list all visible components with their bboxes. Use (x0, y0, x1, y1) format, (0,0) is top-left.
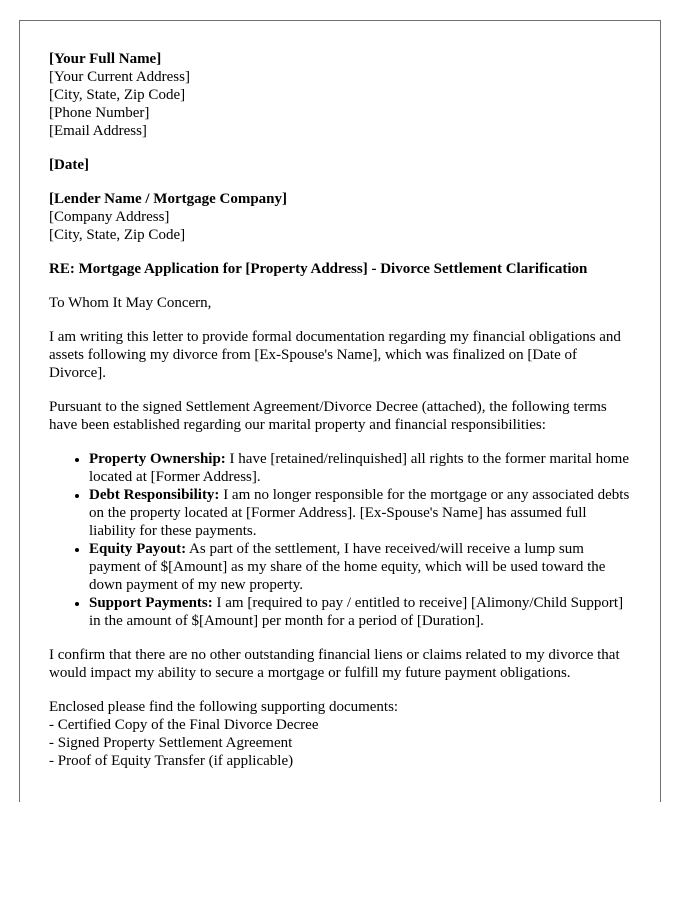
term-text: I have [retained/relinquished] all rights to the former marital home located at [Former Address]. (89, 451, 629, 485)
sender-name: [Your Full Name] (49, 51, 162, 67)
pursuant-paragraph: Pursuant to the signed Settlement Agreement/Divorce Decree (attached), the following terms have been established regarding our marital property and financial responsibilities: (49, 399, 607, 433)
letter-date: [Date] (49, 157, 89, 173)
recipient-name: [Lender Name / Mortgage Company] (49, 191, 288, 207)
term-text: As part of the settlement, I have received/will receive a lump sum payment of $[Amount] as my share of the home equity, which will be used toward the down payment of my new property. (89, 541, 606, 593)
sender-email: [Email Address] (49, 123, 147, 139)
recipient-block (49, 190, 631, 244)
sender-block (49, 50, 631, 140)
list-item (89, 486, 631, 540)
enclosures-block (49, 698, 631, 770)
recipient-address: [Company Address] (49, 209, 170, 225)
term-label: Equity Payout: (89, 541, 187, 557)
letter-page (19, 20, 661, 802)
intro-paragraph: I am writing this letter to provide formal documentation regarding my financial obligations and assets following my divorce from [Ex-Spouse's Name], which was finalized on [Date of Divorce]. (49, 329, 621, 381)
sender-address: [Your Current Address] (49, 69, 190, 85)
enclosures-heading: Enclosed please find the following supporting documents: (49, 699, 399, 715)
list-item (89, 594, 631, 630)
terms-list (49, 450, 631, 630)
term-text: I am [required to pay / entitled to receive] [Alimony/Child Support] in the amount of $[Amount] per month for a period of [Duration]. (89, 595, 624, 629)
enclosure-item: - Proof of Equity Transfer (if applicable) (49, 753, 294, 769)
term-label: Debt Responsibility: (89, 487, 220, 503)
enclosure-item: - Signed Property Settlement Agreement (49, 735, 293, 751)
recipient-city-state-zip: [City, State, Zip Code] (49, 227, 186, 243)
subject-line: RE: Mortgage Application for [Property Address] - Divorce Settlement Clarification (49, 261, 588, 277)
salutation: To Whom It May Concern, (49, 295, 212, 311)
term-text: I am no longer responsible for the mortgage or any associated debts on the property located at [Former Address]. [Ex-Spouse's Name] has assumed full liability for these payments. (89, 487, 630, 539)
list-item (89, 450, 631, 486)
confirm-paragraph: I confirm that there are no other outstanding financial liens or claims related to my divorce that would impact my ability to secure a mortgage or fulfill my future payment obligations. (49, 647, 620, 681)
term-label: Property Ownership: (89, 451, 226, 467)
term-label: Support Payments: (89, 595, 213, 611)
sender-city-state-zip: [City, State, Zip Code] (49, 87, 186, 103)
sender-phone: [Phone Number] (49, 105, 150, 121)
list-item (89, 540, 631, 594)
enclosure-item: - Certified Copy of the Final Divorce Decree (49, 717, 319, 733)
